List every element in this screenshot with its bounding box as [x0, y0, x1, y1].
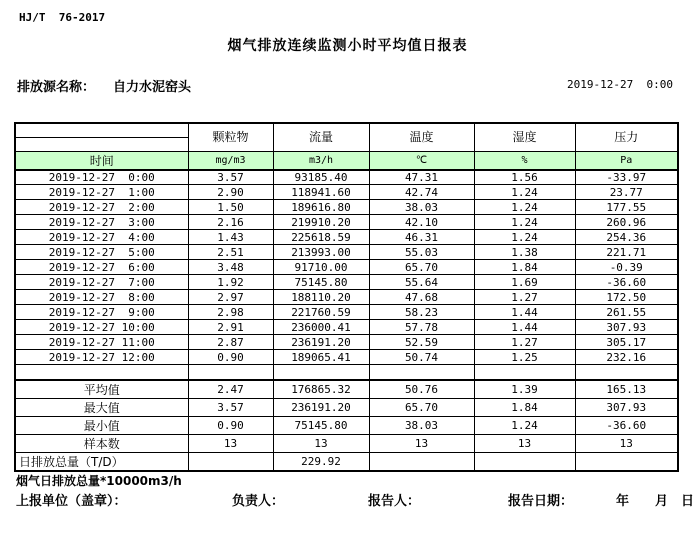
table-row: [15, 350, 678, 365]
cell: 118941.60: [273, 185, 369, 200]
cell: 2.90: [188, 185, 273, 200]
cell: 47.31: [369, 170, 474, 185]
cell: 225618.59: [273, 230, 369, 245]
table-row: [15, 434, 678, 452]
cell: 2.98: [188, 305, 273, 320]
cell: 254.36: [575, 230, 678, 245]
time-cell: 2019-12-27 7:00: [15, 275, 188, 290]
unit-flow: m3/h: [273, 151, 369, 170]
time-cell: 2019-12-27 10:00: [15, 320, 188, 335]
standard-number: HJ/T 76-2017: [19, 11, 106, 24]
cell: 229.92: [273, 452, 369, 471]
table-row: [15, 320, 678, 335]
cell: 75145.80: [273, 416, 369, 434]
cell: 0.90: [188, 416, 273, 434]
cell: [369, 365, 474, 380]
cell: 55.03: [369, 245, 474, 260]
cell: 176865.32: [273, 380, 369, 399]
cell: 221760.59: [273, 305, 369, 320]
cell: 2.47: [188, 380, 273, 399]
report-datetime: 2019-12-27 0:00: [567, 78, 673, 91]
table-row: [15, 185, 678, 200]
cell: 50.74: [369, 350, 474, 365]
cell: 221.71: [575, 245, 678, 260]
cell: 1.43: [188, 230, 273, 245]
cell: [273, 365, 369, 380]
cell: 1.27: [474, 335, 575, 350]
cell: -33.97: [575, 170, 678, 185]
table-row: [15, 215, 678, 230]
unit-humidity: %: [474, 151, 575, 170]
cell: -0.39: [575, 260, 678, 275]
responsible-person-label: 负责人：: [232, 494, 285, 509]
time-cell: 2019-12-27 4:00: [15, 230, 188, 245]
column-header-pressure: 压力: [575, 123, 678, 151]
cell: 1.92: [188, 275, 273, 290]
cell: [474, 365, 575, 380]
cell: [575, 452, 678, 471]
summary-label: 样本数: [15, 434, 188, 452]
column-header-particulate: 颗粒物: [188, 123, 273, 151]
reporting-unit-label: 上报单位（盖章）：: [16, 494, 127, 509]
unit-pressure: Pa: [575, 151, 678, 170]
cell: -36.60: [575, 275, 678, 290]
cell: 1.25: [474, 350, 575, 365]
time-cell: 2019-12-27 8:00: [15, 290, 188, 305]
header-row-units: [15, 151, 678, 170]
table-row: [15, 275, 678, 290]
cell: 1.24: [474, 230, 575, 245]
column-header-flow: 流量: [273, 123, 369, 151]
cell: 3.48: [188, 260, 273, 275]
cell: [474, 452, 575, 471]
table-row: [15, 335, 678, 350]
cell: 213993.00: [273, 245, 369, 260]
table-row: [15, 380, 678, 399]
year-label: 年: [616, 494, 630, 509]
footer-note: 烟气日排放总量*10000m3/h: [16, 474, 182, 488]
cell: 75145.80: [273, 275, 369, 290]
table-row: [15, 200, 678, 215]
cell: 177.55: [575, 200, 678, 215]
cell: 1.50: [188, 200, 273, 215]
cell: 1.56: [474, 170, 575, 185]
table-row: [15, 452, 678, 471]
time-cell: 2019-12-27 6:00: [15, 260, 188, 275]
summary-label: 平均值: [15, 380, 188, 399]
header-row-names: [15, 123, 678, 137]
cell: 1.24: [474, 185, 575, 200]
cell: 236191.20: [273, 335, 369, 350]
table-row: [15, 416, 678, 434]
cell: 1.44: [474, 305, 575, 320]
spacer-cell: [15, 365, 188, 380]
table-row: [15, 260, 678, 275]
cell: 13: [369, 434, 474, 452]
cell: 3.57: [188, 170, 273, 185]
report-table: [14, 122, 679, 472]
time-cell: 2019-12-27 2:00: [15, 200, 188, 215]
table-row: [15, 305, 678, 320]
cell: 38.03: [369, 416, 474, 434]
source-line: [17, 76, 191, 95]
cell: 2.87: [188, 335, 273, 350]
cell: 260.96: [575, 215, 678, 230]
time-cell: 2019-12-27 5:00: [15, 245, 188, 260]
cell: 232.16: [575, 350, 678, 365]
cell: 305.17: [575, 335, 678, 350]
time-cell: 2019-12-27 0:00: [15, 170, 188, 185]
cell: 46.31: [369, 230, 474, 245]
cell: [188, 452, 273, 471]
cell: 42.74: [369, 185, 474, 200]
time-cell: 2019-12-27 3:00: [15, 215, 188, 230]
cell: 261.55: [575, 305, 678, 320]
time-cell: 2019-12-27 9:00: [15, 305, 188, 320]
time-header-spacer-bottom: [15, 137, 188, 151]
cell: 172.50: [575, 290, 678, 305]
cell: 3.57: [188, 398, 273, 416]
summary-label: 最小值: [15, 416, 188, 434]
cell: 57.78: [369, 320, 474, 335]
reporter-label: 报告人：: [368, 494, 421, 509]
cell: 2.91: [188, 320, 273, 335]
summary-label: 最大值: [15, 398, 188, 416]
table-row: [15, 290, 678, 305]
column-header-temperature: 温度: [369, 123, 474, 151]
cell: 47.68: [369, 290, 474, 305]
source-name: 自力水泥窑头: [113, 80, 192, 95]
unit-temperature: ℃: [369, 151, 474, 170]
report-date-label: 报告日期：: [508, 494, 574, 509]
cell: 2.51: [188, 245, 273, 260]
cell: 1.38: [474, 245, 575, 260]
table-row: [15, 365, 678, 380]
time-header: 时间: [15, 151, 188, 170]
month-label: 月: [655, 494, 669, 509]
cell: 1.27: [474, 290, 575, 305]
cell: 13: [273, 434, 369, 452]
cell: [188, 365, 273, 380]
table-body: [15, 170, 678, 471]
column-header-humidity: 湿度: [474, 123, 575, 151]
cell: 2.97: [188, 290, 273, 305]
cell: 2.16: [188, 215, 273, 230]
cell: 1.69: [474, 275, 575, 290]
cell: 23.77: [575, 185, 678, 200]
cell: 236191.20: [273, 398, 369, 416]
time-cell: 2019-12-27 1:00: [15, 185, 188, 200]
cell: 93185.40: [273, 170, 369, 185]
time-cell: 2019-12-27 12:00: [15, 350, 188, 365]
cell: 91710.00: [273, 260, 369, 275]
cell: 13: [474, 434, 575, 452]
cell: 307.93: [575, 398, 678, 416]
cell: [575, 365, 678, 380]
cell: 1.84: [474, 260, 575, 275]
cell: 189065.41: [273, 350, 369, 365]
cell: 58.23: [369, 305, 474, 320]
cell: 1.39: [474, 380, 575, 399]
unit-particulate: mg/m3: [188, 151, 273, 170]
table-row: [15, 230, 678, 245]
cell: 1.24: [474, 215, 575, 230]
cell: -36.60: [575, 416, 678, 434]
cell: 219910.20: [273, 215, 369, 230]
cell: 188110.20: [273, 290, 369, 305]
signature-line: [0, 490, 695, 508]
cell: 55.64: [369, 275, 474, 290]
cell: 165.13: [575, 380, 678, 399]
cell: 1.84: [474, 398, 575, 416]
cell: 236000.41: [273, 320, 369, 335]
cell: 0.90: [188, 350, 273, 365]
table-row: [15, 398, 678, 416]
cell: 65.70: [369, 398, 474, 416]
cell: 1.24: [474, 200, 575, 215]
source-label: 排放源名称：: [17, 80, 96, 95]
cell: 13: [188, 434, 273, 452]
cell: 189616.80: [273, 200, 369, 215]
cell: 1.24: [474, 416, 575, 434]
page-title: 烟气排放连续监测小时平均值日报表: [227, 38, 468, 54]
table-row: [15, 245, 678, 260]
cell: 50.76: [369, 380, 474, 399]
cell: 307.93: [575, 320, 678, 335]
cell: [369, 452, 474, 471]
cell: 42.10: [369, 215, 474, 230]
cell: 52.59: [369, 335, 474, 350]
summary-label: 日排放总量（T/D）: [15, 452, 188, 471]
day-label: 日: [681, 494, 695, 509]
time-header-spacer-top: [15, 123, 188, 137]
cell: 38.03: [369, 200, 474, 215]
cell: 1.44: [474, 320, 575, 335]
cell: 13: [575, 434, 678, 452]
cell: 65.70: [369, 260, 474, 275]
table-row: [15, 170, 678, 185]
time-cell: 2019-12-27 11:00: [15, 335, 188, 350]
